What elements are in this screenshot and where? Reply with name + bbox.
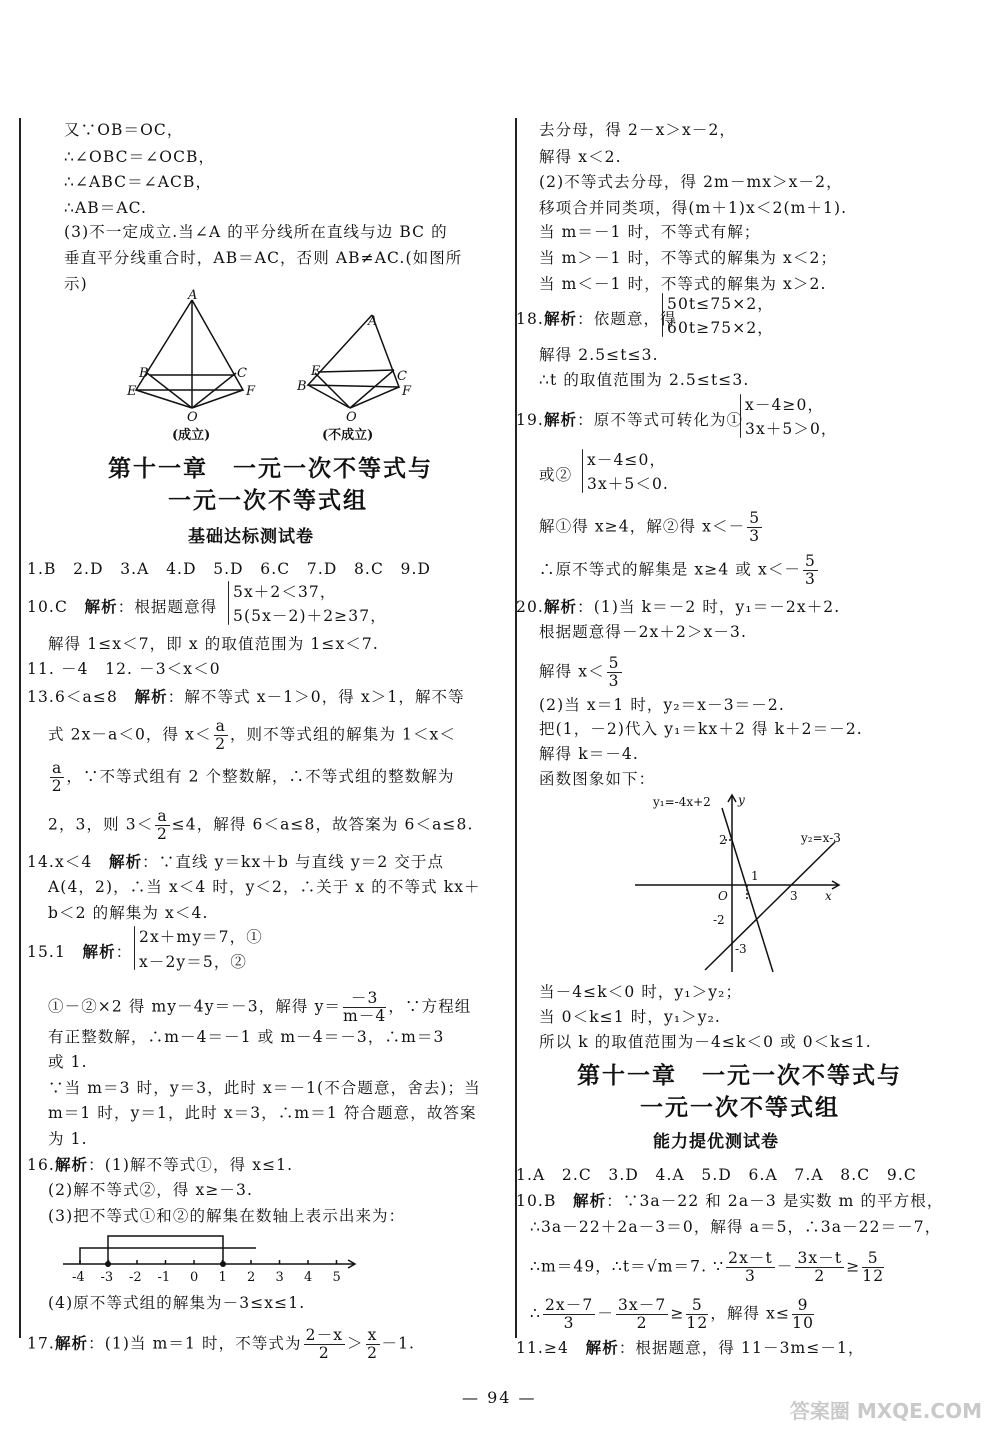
watermark: 答案圈 MXQE.COM	[789, 1399, 982, 1423]
text-line: 解得 2.5≤t≤3.	[539, 346, 659, 364]
text-line: ∴ $\frac{2x-7}{3}$ － $\frac{3x-7}{2}$ ≥ $\frac{5}{12}$ ，解得 x≤ $\frac{9}{10}$	[530, 1296, 815, 1332]
answer-line: 13.6＜a≤8 解析：解不等式 x－1＞0，得 x＞1，解不等	[27, 688, 465, 706]
system-brace	[228, 581, 229, 625]
center-column-rule	[515, 118, 517, 1338]
origin-label: O	[718, 889, 728, 903]
chapter-title: 第十一章 一元一次不等式与	[108, 456, 433, 482]
text-line: (4)原不等式组的解集为－3≤x≤1.	[48, 1294, 306, 1312]
vertex-label: E	[311, 364, 321, 379]
vertex-label: C	[237, 366, 247, 381]
axis-label: y	[738, 793, 745, 807]
text-line: 把(1，－2)代入 y₁＝kx＋2 得 k＋2＝－2.	[539, 720, 863, 738]
figure-caption: (不成立)	[322, 428, 374, 443]
text-line: (2)当 x＝1 时，y₂＝x－3＝－2.	[539, 696, 785, 714]
text-line: ∴m＝49，∴t＝√m＝7. ∵ $\frac{2x-t}{3}$ － $\frac{3x-t}{2}$ ≥ $\frac{5}{12}$	[530, 1249, 885, 1285]
vertex-label: O	[346, 410, 357, 425]
system-brace	[134, 926, 135, 970]
text-line: 或 1.	[48, 1053, 88, 1071]
number-line	[58, 1228, 378, 1286]
tick-label: -2	[713, 913, 725, 927]
vertex-label: E	[127, 384, 137, 399]
axis-label: x	[825, 889, 832, 903]
text-line: m＝1 时，y＝1，此时 x＝3，∴m＝1 符合题意，故答案	[48, 1104, 477, 1122]
text-line: 2，3，则 3＜ $\frac{a}{2}$ ≤4，解得 6＜a≤8，故答案为 6＜a≤8.	[48, 807, 474, 843]
tick-label: 3	[790, 889, 798, 903]
answer-line: 19.解析：原不等式可转化为①	[516, 411, 744, 429]
axis-tick-label: -2	[129, 1270, 142, 1285]
text-line: 当－4≤k＜0 时，y₁＞y₂；	[539, 983, 743, 1001]
text-line: A(4，2)，∴当 x＜4 时，y＜2，∴关于 x 的不等式 kx＋	[48, 878, 481, 896]
answer-line: 1.B 2.D 3.A 4.D 5.D 6.C 7.D 8.C 9.D	[27, 560, 432, 578]
equation: 50t≤75×2，	[667, 295, 774, 313]
text-line: ∴AB＝AC.	[64, 199, 148, 217]
section-title: 基础达标测试卷	[188, 527, 314, 547]
text-line: 有正整数解，∴m－4＝－1 或 m－4＝－3，∴m＝3	[48, 1028, 445, 1046]
tick-label: 1	[751, 869, 759, 883]
answer-line: 20.解析：(1)当 k＝－2 时，y₁＝－2x＋2.	[516, 598, 841, 616]
text-line: 解得 1≤x＜7，即 x 的取值范围为 1≤x＜7.	[48, 635, 379, 653]
text-line: 当 0＜k≤1 时，y₁＞y₂.	[539, 1008, 721, 1026]
answer-line: 11. －4 12. －3＜x＜0	[27, 660, 221, 678]
text-line: 解得 k＝－4.	[539, 745, 639, 763]
answer-line: 1.A 2.C 3.D 4.A 5.D 6.A 7.A 8.C 9.C	[516, 1166, 917, 1184]
axis-tick-label: 2	[247, 1270, 256, 1285]
text-line: 解得 x＜2.	[539, 148, 622, 166]
vertex-label: F	[246, 384, 256, 399]
vertex-label: A	[368, 314, 378, 329]
text-line: 当 m＜－1 时，不等式的解集为 x＞2.	[539, 275, 827, 293]
text-line: ∵当 m＝3 时，y＝3，此时 x＝－1(不合题意，舍去)；当	[48, 1079, 481, 1097]
equation: 2x＋my＝7，①	[139, 928, 263, 946]
vertex-label: C	[397, 369, 407, 384]
equation: x－4≥0，	[745, 396, 825, 414]
text-line: 所以 k 的取值范围为－4≤k＜0 或 0＜k≤1.	[539, 1033, 872, 1051]
page-number: — 94 —	[462, 1388, 537, 1407]
chapter-title: 一元一次不等式组	[640, 1095, 840, 1121]
equation: 5x＋2＜37，	[233, 583, 337, 601]
text-line: 去分母，得 2－x＞x－2，	[539, 121, 737, 139]
system-brace	[740, 394, 741, 438]
text-line: $\frac{a}{2}$ ，∵不等式组有 2 个整数解，∴不等式组的整数解为	[51, 759, 455, 795]
axis-tick-label: -4	[72, 1270, 85, 1285]
axis-tick-label: 5	[332, 1270, 341, 1285]
chapter-title: 第十一章 一元一次不等式与	[577, 1063, 902, 1089]
text-line: 解①得 x≥4，解②得 x＜－ $\frac{5}{3}$	[539, 509, 761, 545]
text-line: 示)	[64, 275, 88, 293]
figure-caption: (成立)	[172, 428, 211, 443]
text-line: (2)不等式去分母，得 2m－mx＞x－2，	[539, 173, 843, 191]
text-line: 式 2x－a＜0，得 x＜ $\frac{a}{2}$ ，则不等式组的解集为 1＜x＜	[48, 717, 456, 753]
axis-tick-label: -3	[100, 1270, 114, 1285]
graph-label: y₁=-4x+2	[653, 795, 711, 809]
system-brace	[662, 293, 663, 337]
text-line: 当 m＞－1 时，不等式的解集为 x＜2；	[539, 249, 838, 267]
axis-tick-label: 1	[218, 1270, 227, 1285]
vertex-label: B	[297, 379, 307, 394]
answer-line: 10.B 解析：∵3a－22 和 2a－3 是实数 m 的平方根，	[516, 1192, 944, 1210]
text-line: 函数图象如下：	[539, 770, 656, 788]
axis-tick-label: 3	[275, 1270, 284, 1285]
answer-line: 11.≥4 解析：根据题意，得 11－3m≤－1，	[516, 1339, 865, 1357]
tick-label: -3	[735, 942, 747, 956]
answer-line: 14.x＜4 解析：∵直线 y＝kx＋b 与直线 y＝2 交于点	[27, 853, 445, 871]
text-line: ∴∠OBC＝∠OCB，	[64, 148, 216, 166]
text-line: 或②	[539, 466, 573, 484]
axis-tick-label: 0	[190, 1270, 199, 1285]
answer-line: 15.1 解析：	[27, 943, 133, 961]
answer-line: 18.解析：依题意，得	[516, 310, 677, 328]
text-line: ∴∠ABC＝∠ACB，	[64, 173, 213, 191]
text-line: 移项合并同类项，得(m＋1)x＜2(m＋1).	[539, 199, 848, 217]
left-margin-rule	[19, 118, 21, 1338]
text-line: ①－②×2 得 my－4y＝－3，解得 y＝ $\frac{-3}{m-4}$ ，∵方程组	[48, 989, 472, 1025]
function-graph	[625, 790, 865, 975]
equation: x－2y＝5，②	[139, 953, 248, 971]
text-line: (3)把不等式①和②的解集在数轴上表示出来为：	[48, 1207, 406, 1225]
text-line: 又∵OB＝OC，	[64, 121, 184, 139]
equation: 5(5x－2)＋2≥37，	[233, 607, 387, 625]
text-line: (2)解不等式②，得 x≥－3.	[48, 1181, 254, 1199]
answer-line: 17.解析：(1)当 m＝1 时，不等式为 $\frac{2-x}{2}$ ＞ $\frac{x}{2}$ －1.	[27, 1326, 416, 1362]
graph-label: y₂=x-3	[801, 831, 841, 845]
text-line: ∴t 的取值范围为 2.5≤t≤3.	[539, 371, 750, 389]
vertex-label: B	[139, 366, 149, 381]
section-title: 能力提优测试卷	[653, 1132, 779, 1152]
tick-label: 2	[719, 833, 727, 847]
text-line: (3)不一定成立.当∠A 的平分线所在直线与边 BC 的	[64, 223, 448, 241]
equation: 3x＋5＜0.	[587, 475, 669, 493]
triangle-figures	[110, 285, 430, 445]
equation: x－4≤0，	[587, 451, 667, 469]
chapter-title: 一元一次不等式组	[168, 488, 368, 514]
equation: 3x＋5＞0，	[745, 420, 838, 438]
vertex-label: O	[187, 410, 198, 425]
text-line: b＜2 的解集为 x＜4.	[48, 904, 209, 922]
text-line: ∴原不等式的解集是 x≥4 或 x＜－ $\frac{5}{3}$	[539, 552, 816, 588]
system-brace	[582, 449, 583, 493]
answer-line: 10.C 解析：根据题意得	[27, 598, 218, 616]
text-line: 根据题意得－2x＋2＞x－3.	[539, 623, 747, 641]
text-line: 为 1.	[48, 1130, 88, 1148]
equation: 60t≥75×2，	[667, 319, 774, 337]
answer-line: 16.解析：(1)解不等式①，得 x≤1.	[27, 1156, 294, 1174]
text-line: 当 m＝－1 时，不等式有解；	[539, 223, 761, 241]
text-line: 解得 x＜ $\frac{5}{3}$	[539, 654, 620, 690]
axis-tick-label: 4	[304, 1270, 313, 1285]
vertex-label: F	[402, 384, 412, 399]
text-line: ∴3a－22＋2a－3＝0，解得 a＝5，∴3a－22＝－7，	[530, 1218, 942, 1236]
axis-tick-label: -1	[157, 1270, 171, 1285]
text-line: 垂直平分线重合时，AB＝AC，否则 AB≠AC.(如图所	[64, 249, 463, 267]
vertex-label: A	[188, 288, 198, 303]
